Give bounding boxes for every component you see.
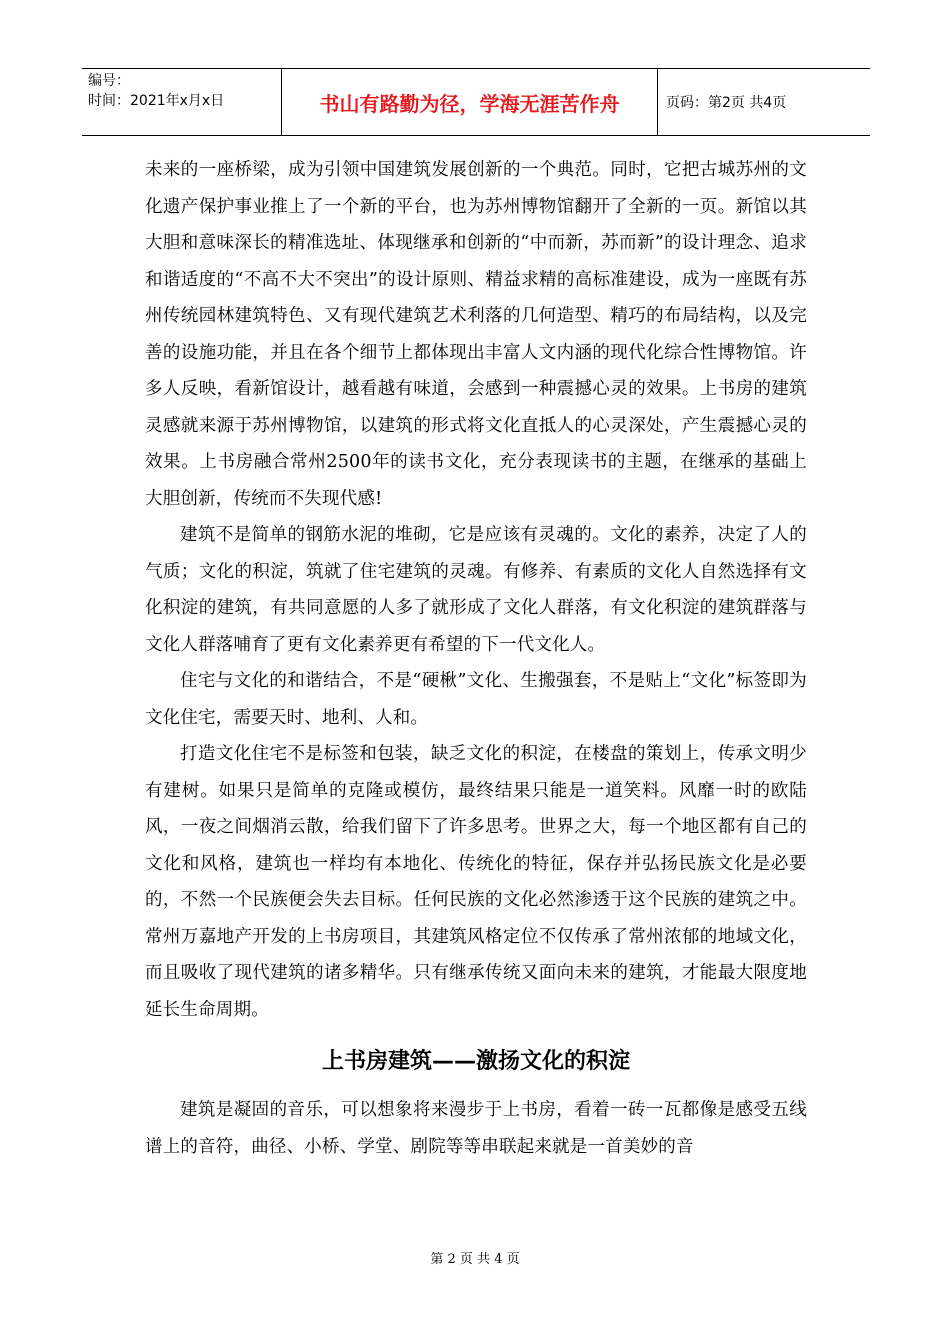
header-meta (82, 69, 282, 135)
paragraph-1: 未来的一座桥梁，成为引领中国建筑发展创新的一个典范。同时，它把古城苏州的文化遗产保护事业推上了一个新的平台，也为苏州博物馆翻开了全新的一页。新馆以其大胆和意味深长的精准选址、体现继承和创新的“中而新，苏而新”的设计理念、追求和谐适度的“不高不大不突出”的设计原则、精益求精的高标准建设，成为一座既有苏州传统园林建筑特色、又有现代建筑艺术利落的几何造型、精巧的布局结构，以及完善的设施功能，并且在各个细节上都体现出丰富人文内涵的现代化综合性博物馆。许多人反映，看新馆设计，越看越有味道，会感到一种震撼心灵的效果。上书房的建筑灵感就来源于苏州博物馆，以建筑的形式将文化直抵人的心灵深处，产生震撼心灵的效果。上书房融合常州2500年的读书文化，充分表现读书的主题，在继承的基础上大胆创新，传统而不失现代感! (145, 160, 807, 509)
header-motto: 书山有路勤为径，学海无涯苦作舟 (282, 69, 658, 135)
paragraph-3: 住宅与文化的和谐结合，不是“硬楸”文化、生搬强套，不是贴上“文化”标签即为文化住宅，需要天时、地利、人和。 (145, 671, 807, 728)
header-page-label: 页码：第2页 共4页 (666, 95, 787, 111)
time-label: 时间：2021年x月x日 (88, 93, 225, 109)
section-heading: 上书房建筑——激扬文化的积淀 (321, 1049, 630, 1074)
page-footer: 第 2 页 共 4 页 (430, 1252, 520, 1267)
number-label: 编号： (88, 73, 130, 89)
page-header (82, 68, 870, 136)
paragraph-2: 建筑不是简单的钢筋水泥的堆砌，它是应该有灵魂的。文化的素养，决定了人的气质；文化的积淀，筑就了住宅建筑的灵魂。有修养、有素质的文化人自然选择有文化积淀的建筑，有共同意愿的人多了就形成了文化人群落，有文化积淀的建筑群落与文化人群落哺育了更有文化素养更有希望的下一代文化人。 (145, 525, 807, 655)
paragraph-4: 打造文化住宅不是标签和包装，缺乏文化的积淀，在楼盘的策划上，传承文明少有建树。如果只是简单的克隆或模仿，最终结果只能是一道笑料。风靡一时的欧陆风，一夜之间烟消云散，给我们留下了许多思考。世界之大，每一个地区都有自己的文化和风格，建筑也一样均有本地化、传统化的特征，保存并弘扬民族文化是必要的，不然一个民族便会失去目标。任何民族的文化必然渗透于这个民族的建筑之中。常州万嘉地产开发的上书房项目，其建筑风格定位不仅传承了常州浓郁的地域文化，而且吸收了现代建筑的诸多精华。只有继承传统又面向未来的建筑，才能最大限度地延长生命周期。 (145, 744, 807, 1020)
section-paragraph: 建筑是凝固的音乐，可以想象将来漫步于上书房，看着一砖一瓦都像是感受五线谱上的音符，曲径、小桥、学堂、剧院等等串联起来就是一首美妙的音 (145, 1100, 807, 1157)
document-body (145, 152, 807, 1165)
